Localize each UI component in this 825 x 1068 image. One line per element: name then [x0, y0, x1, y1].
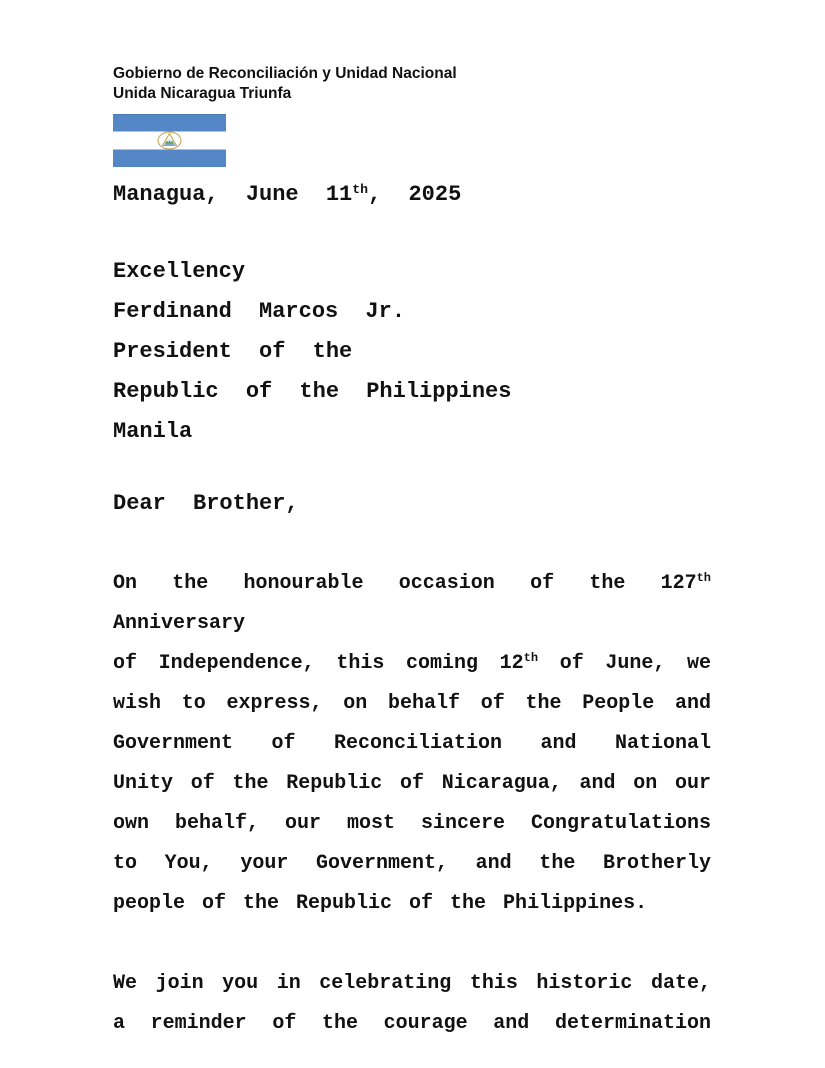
salutation: Dear Brother,	[113, 491, 299, 516]
dateline	[113, 180, 711, 210]
text-segment: people of the Republic of the Philippines.	[113, 892, 648, 915]
letter-line: Manila	[113, 419, 193, 444]
letter-line: Ferdinand Marcos Jr.	[113, 299, 406, 324]
letter-line	[113, 884, 711, 924]
letter-line: Excellency	[113, 259, 246, 284]
letter-line	[113, 644, 711, 684]
text-segment: , 2025	[368, 182, 462, 207]
letter-line	[113, 764, 711, 804]
nicaragua-flag-image	[113, 114, 226, 167]
letter-line: President of the	[113, 339, 353, 364]
text-segment: Anniversary	[113, 612, 246, 635]
letter-line	[113, 1004, 711, 1044]
flag-top-stripe	[113, 114, 226, 132]
text-segment: We join you in celebrating this historic date,	[113, 972, 711, 995]
text-segment: of Independence, this coming 12	[113, 652, 524, 675]
letterhead-line-2: Unida Nicaragua Triunfa	[113, 85, 292, 102]
text-segment: Unity of the Republic of Nicaragua, and on our	[113, 772, 711, 795]
text-segment: Government of Reconciliation and National	[113, 732, 711, 755]
letter-line	[113, 964, 711, 1004]
text-segment: Managua, June 11	[113, 182, 353, 207]
letter-paragraph	[113, 564, 711, 924]
recipient-block	[113, 257, 711, 457]
ordinal-superscript: th	[696, 571, 711, 586]
text-segment: a reminder of the courage and determination	[113, 1012, 711, 1035]
text-segment: wish to express, on behalf of the People and	[113, 692, 711, 715]
ordinal-superscript: th	[523, 651, 539, 666]
text-segment: of June, we	[538, 652, 711, 675]
letter-line: Republic of the Philippines	[113, 379, 512, 404]
letter-line	[113, 724, 711, 764]
text-segment: to You, your Government, and the Brotherly	[113, 852, 711, 875]
letter-paragraph	[113, 964, 711, 1044]
letter-line	[113, 564, 711, 644]
letterhead-line-1: Gobierno de Reconciliación y Unidad Nacional	[113, 65, 457, 82]
text-segment: own behalf, our most sincere Congratulations	[113, 812, 711, 835]
ordinal-superscript: th	[352, 181, 369, 197]
text-segment: On the honourable occasion of the 127	[113, 572, 697, 595]
letter-line	[113, 684, 711, 724]
letter-body	[113, 564, 711, 1044]
flag-bottom-stripe	[113, 150, 226, 168]
letterhead	[113, 0, 711, 104]
letter-line	[113, 844, 711, 884]
letter-line	[113, 804, 711, 844]
